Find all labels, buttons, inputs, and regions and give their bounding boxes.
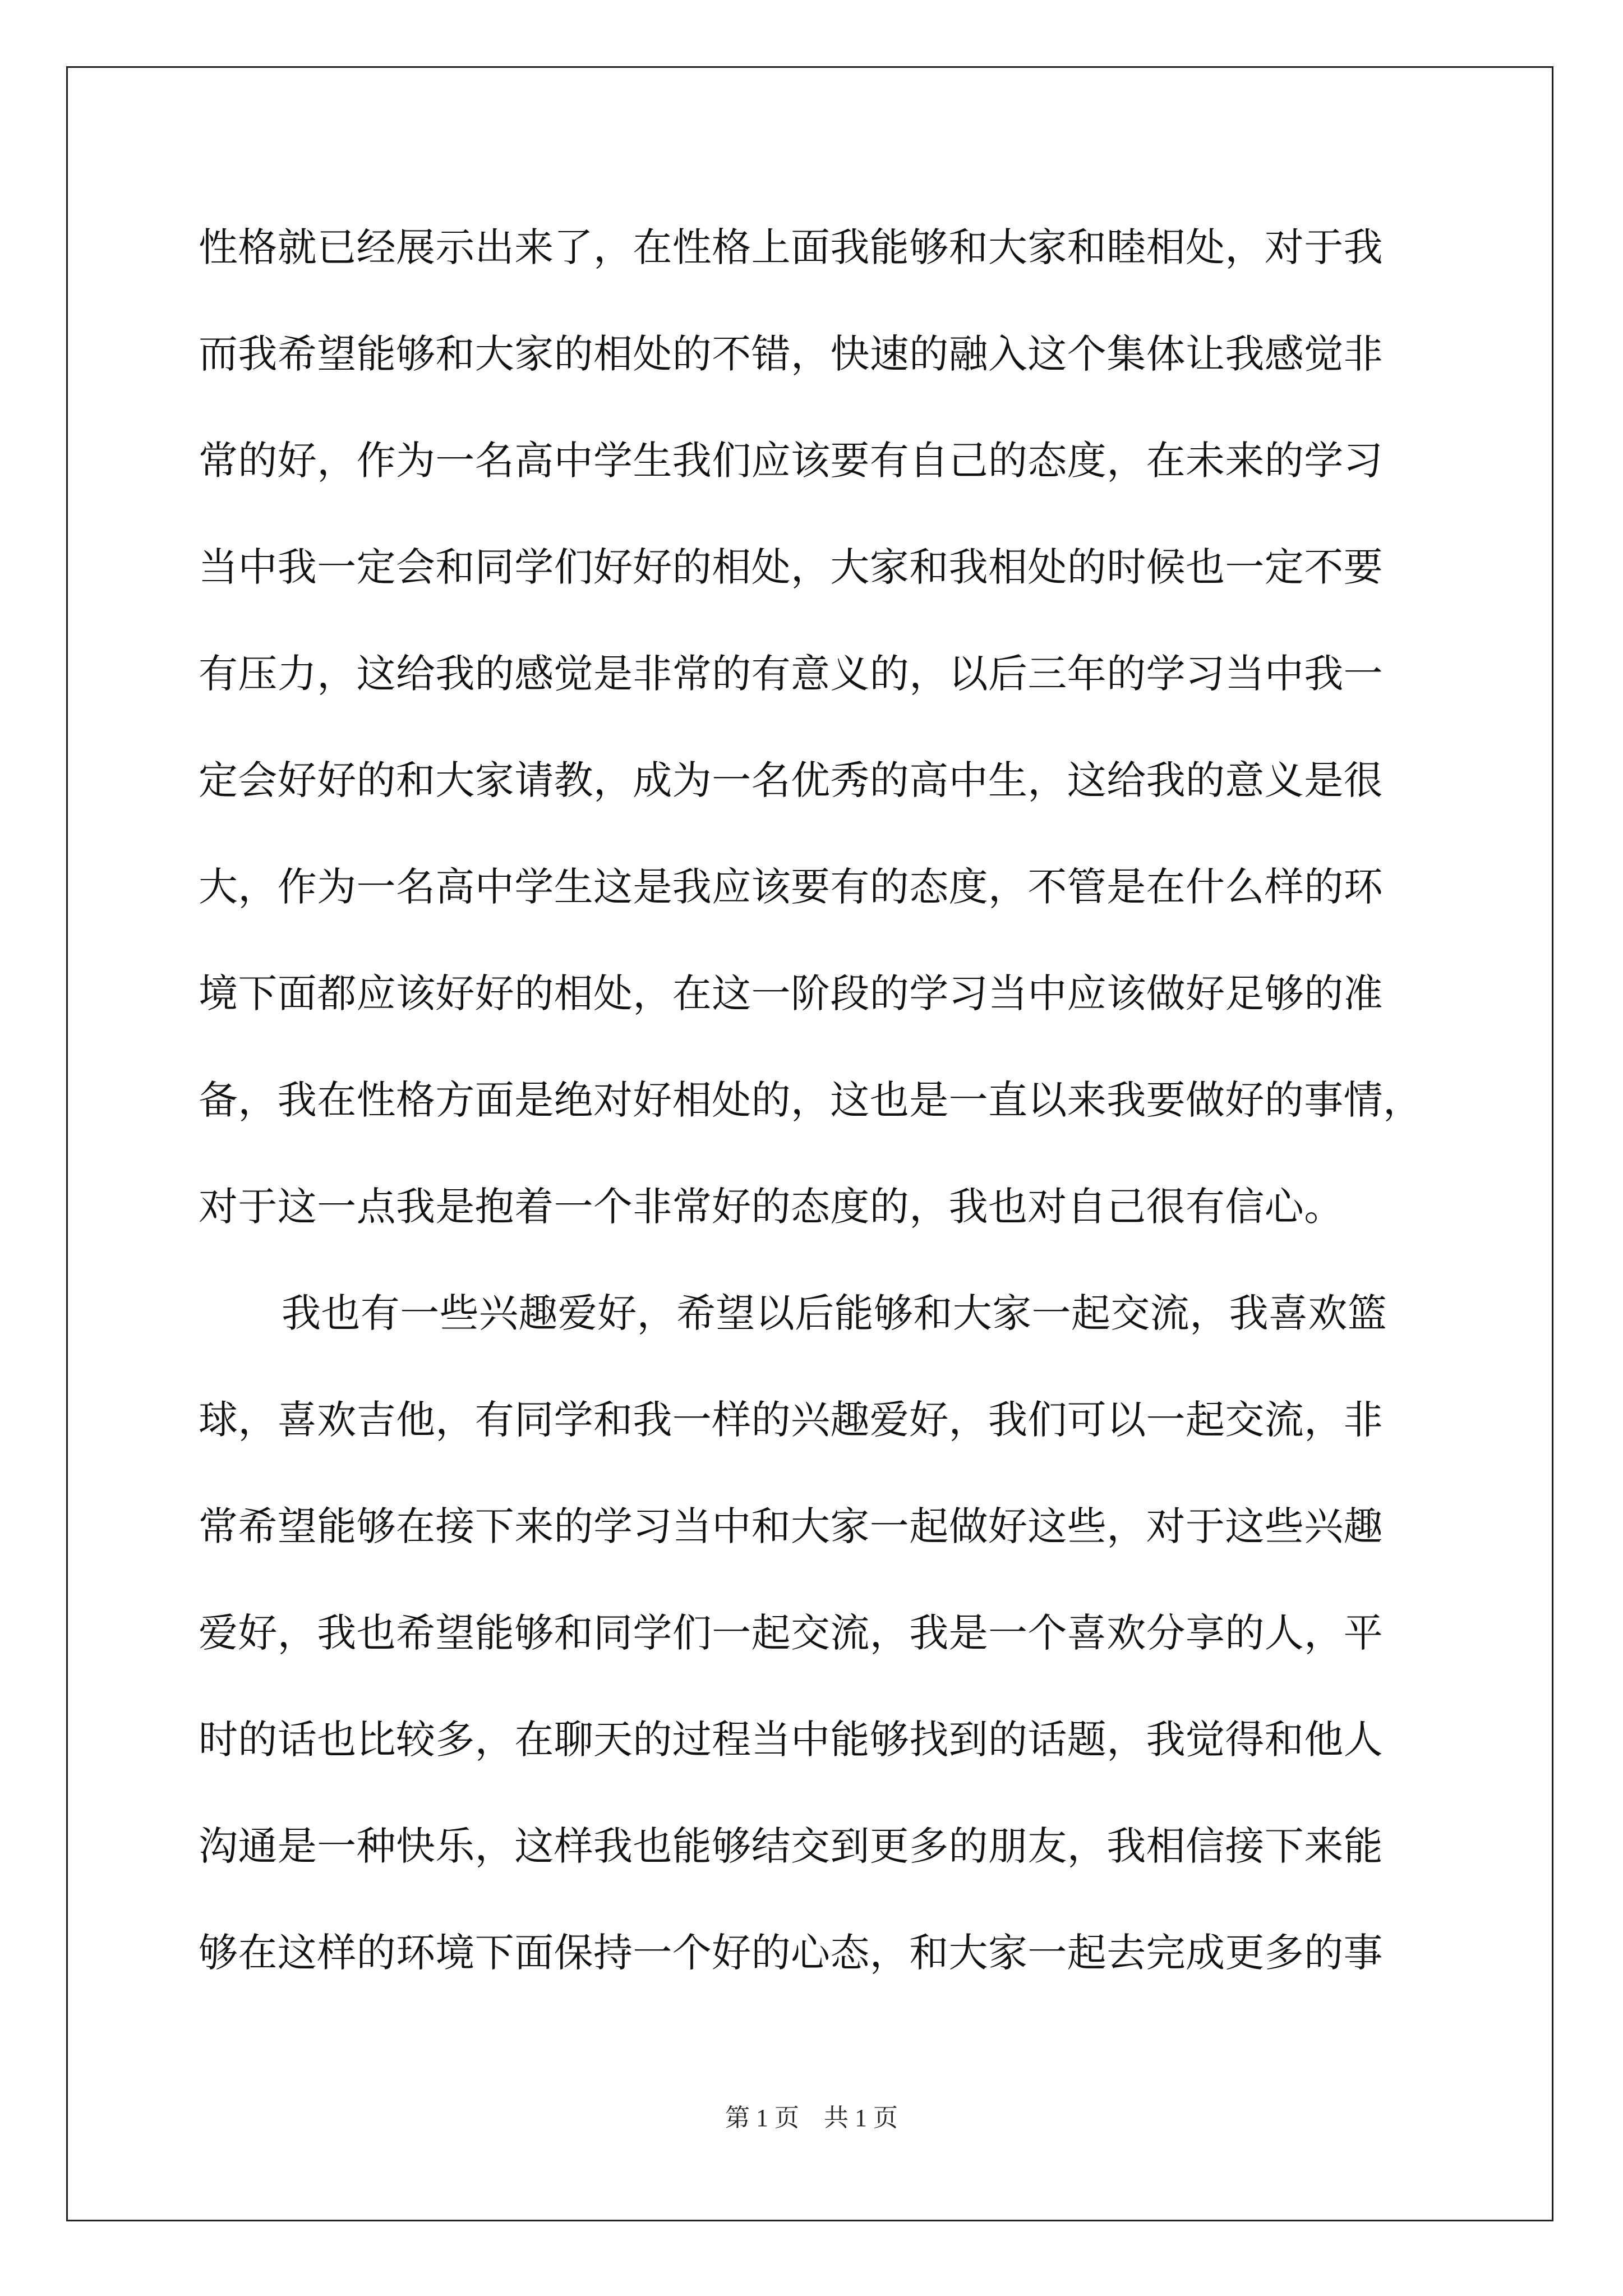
text-line: 性格就已经展示出来了，在性格上面我能够和大家和睦相处，对于我 <box>199 224 1383 270</box>
text-line: 常的好，作为一名高中学生我们应该要有自己的态度，在未来的学习 <box>199 438 1383 484</box>
page-number-footer: 第 1 页 共 1 页 <box>725 2104 898 2132</box>
text-line: 定会好好的和大家请教，成为一名优秀的高中生，这给我的意义是很 <box>199 757 1383 803</box>
text-line: 对于这一点我是抱着一个非常好的态度的，我也对自己很有信心。 <box>199 1184 1344 1230</box>
paragraph-start-line: 我也有一些兴趣爱好，希望以后能够和大家一起交流，我喜欢篮 <box>282 1290 1387 1336</box>
text-line: 当中我一定会和同学们好好的相处，大家和我相处的时候也一定不要 <box>199 544 1383 590</box>
text-line: 爱好，我也希望能够和同学们一起交流，我是一个喜欢分享的人，平 <box>199 1610 1383 1656</box>
text-line: 球，喜欢吉他，有同学和我一样的兴趣爱好，我们可以一起交流，非 <box>199 1397 1383 1443</box>
text-line: 常希望能够在接下来的学习当中和大家一起做好这些，对于这些兴趣 <box>199 1503 1383 1549</box>
document-body <box>199 194 1435 2006</box>
text-line: 时的话也比较多，在聊天的过程当中能够找到的话题，我觉得和他人 <box>199 1717 1383 1763</box>
text-line: 够在这样的环境下面保持一个好的心态，和大家一起去完成更多的事 <box>199 1930 1383 1976</box>
text-line: 而我希望能够和大家的相处的不错，快速的融入这个集体让我感觉非 <box>199 331 1383 377</box>
text-line: 有压力，这给我的感觉是非常的有意义的，以后三年的学习当中我一 <box>199 651 1383 697</box>
text-line: 大，作为一名高中学生这是我应该要有的态度，不管是在什么样的环 <box>199 864 1383 910</box>
text-line: 沟通是一种快乐，这样我也能够结交到更多的朋友，我相信接下来能 <box>199 1823 1383 1869</box>
text-line: 境下面都应该好好的相处，在这一阶段的学习当中应该做好足够的准 <box>199 970 1383 1016</box>
text-line: 备，我在性格方面是绝对好相处的，这也是一直以来我要做好的事情， <box>199 1077 1423 1123</box>
